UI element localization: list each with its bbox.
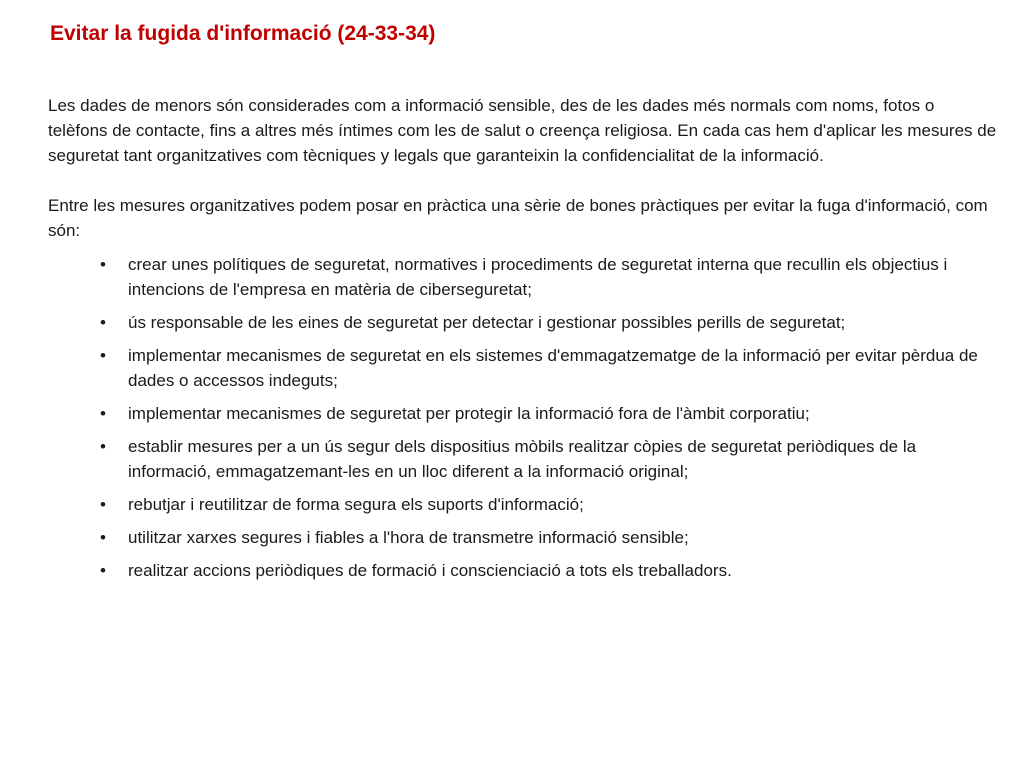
bullet-icon: • bbox=[100, 313, 106, 332]
list-item-text: implementar mecanismes de seguretat en els sistemes d'emmagatzematge de la informació per evitar pèrdua de dades o accessos indeguts; bbox=[128, 346, 978, 390]
slide-body bbox=[48, 93, 998, 591]
list-item bbox=[48, 434, 998, 484]
list-item-text: ús responsable de les eines de seguretat per detectar i gestionar possibles perills de seguretat; bbox=[128, 313, 846, 332]
list-item-text: realitzar accions periòdiques de formació i conscienciació a tots els treballadors. bbox=[128, 561, 732, 580]
bullet-icon: • bbox=[100, 437, 106, 456]
slide-title: Evitar la fugida d'informació (24-33-34) bbox=[50, 22, 436, 45]
intro-paragraph: Les dades de menors són considerades com a informació sensible, des de les dades més normals com noms, fotos o telèfons de contacte, fins a altres més íntimes com les de salut o creença religiosa. En cada cas hem d'aplicar les mesures de seguretat tant organitzatives com tècniques y legals que garanteixin la confidencialitat de la informació. bbox=[48, 96, 997, 165]
list-item bbox=[48, 343, 998, 393]
bullet-icon: • bbox=[100, 255, 106, 274]
list-item bbox=[48, 558, 998, 583]
list-item-text: implementar mecanismes de seguretat per protegir la informació fora de l'àmbit corporatiu; bbox=[128, 404, 810, 423]
bullet-icon: • bbox=[100, 495, 106, 514]
list-item-text: establir mesures per a un ús segur dels dispositius mòbils realitzar còpies de seguretat periòdiques de la informació, emmagatzemant-les en un lloc diferent a la informació original; bbox=[128, 437, 917, 481]
measures-paragraph: Entre les mesures organitzatives podem posar en pràctica una sèrie de bones pràctiques per evitar la fuga d'informació, com són: bbox=[48, 196, 988, 240]
list-item-text: rebutjar i reutilitzar de forma segura els suports d'informació; bbox=[128, 495, 584, 514]
bullet-icon: • bbox=[100, 404, 106, 423]
list-item bbox=[48, 401, 998, 426]
list-item-text: utilitzar xarxes segures i fiables a l'hora de transmetre informació sensible; bbox=[128, 528, 689, 547]
list-item-text: crear unes polítiques de seguretat, normatives i procediments de seguretat interna que recullin els objectius i intencions de l'empresa en matèria de ciberseguretat; bbox=[128, 255, 948, 299]
bullet-icon: • bbox=[100, 346, 106, 365]
best-practices-list bbox=[48, 252, 998, 583]
list-item bbox=[48, 525, 998, 550]
list-item bbox=[48, 252, 998, 302]
list-item bbox=[48, 492, 998, 517]
bullet-icon: • bbox=[100, 561, 106, 580]
list-item bbox=[48, 310, 998, 335]
bullet-icon: • bbox=[100, 528, 106, 547]
